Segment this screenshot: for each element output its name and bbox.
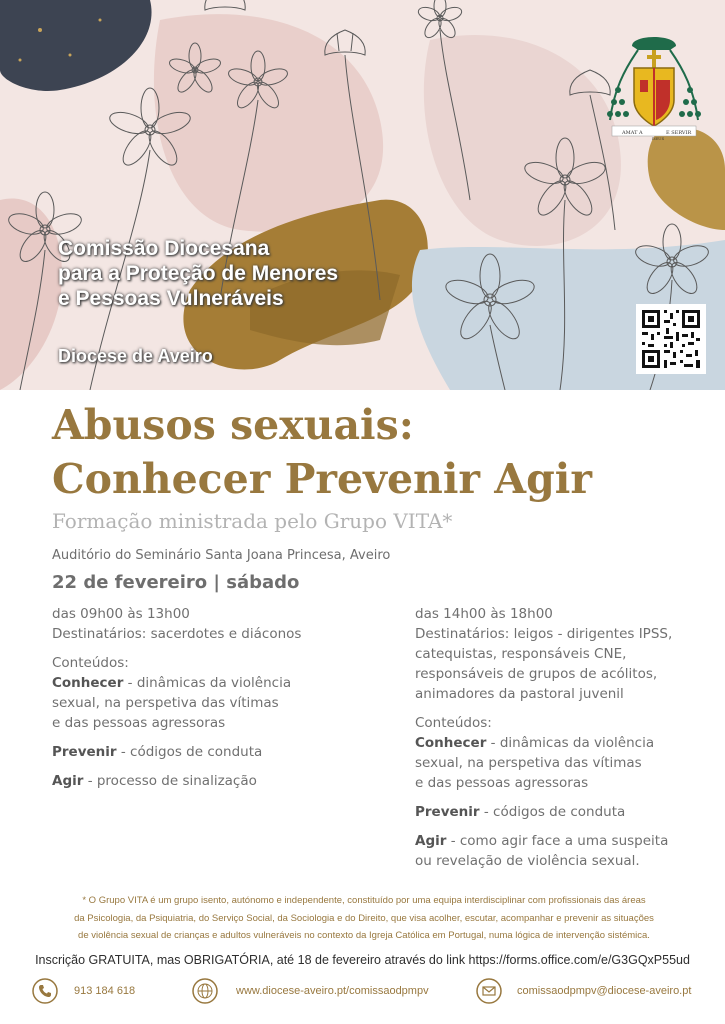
afternoon-agir	[415, 831, 715, 851]
afternoon-audience-3: responsáveis de grupos de acólitos,	[415, 666, 658, 682]
morning-contents-label: Conteúdos:	[52, 655, 129, 671]
contact-footer	[0, 976, 725, 1006]
event-venue: Auditório do Seminário Santa Joana Princesa, Aveiro	[52, 548, 391, 563]
grupo-vita-footnote	[38, 892, 690, 945]
phone-icon	[32, 978, 58, 1004]
agir-label: Agir	[415, 833, 447, 849]
website-link[interactable]: www.diocese-aveiro.pt/comissaodpmpv	[236, 985, 429, 997]
hero-banner	[0, 0, 725, 390]
footnote-line-2: da Psicologia, da Psiquiatria, do Serviço Social, da Sociologia e do Direito, que visa acolher, escutar, acompanhar e prevenir as situações	[74, 912, 654, 924]
conhecer-text: - dinâmicas da violência	[123, 675, 292, 691]
agir-text: - processo de sinalização	[83, 773, 257, 789]
footnote-line-3: de violência sexual de crianças e adultos vulneráveis no contexto da Igreja Católica em Portugal, numa lógica de intervenção sistémica.	[78, 930, 650, 941]
crest-motto-bottom: DEUS	[652, 136, 665, 141]
conhecer-line-2: sexual, na perspetiva das vítimas	[52, 695, 279, 711]
agir-line-2: ou revelação de violência sexual.	[415, 853, 640, 869]
conhecer-text: - dinâmicas da violência	[486, 735, 655, 751]
afternoon-audience-4: animadores da pastoral juvenil	[415, 686, 624, 702]
event-subtitle: Formação ministrada pelo Grupo VITA*	[52, 509, 453, 533]
registration-info[interactable]: Inscrição GRATUITA, mas OBRIGATÓRIA, até 18 de fevereiro através do link https://forms.office.com/e/G3GQxP55ud	[35, 953, 690, 967]
title-line-1: Abusos sexuais:	[52, 401, 414, 449]
afternoon-time: das 14h00 às 18h00	[415, 606, 553, 622]
org-line-1: Comissão Diocesana	[58, 237, 270, 260]
afternoon-conhecer	[415, 733, 715, 753]
morning-conhecer	[52, 673, 372, 693]
morning-session	[52, 604, 372, 800]
prevenir-label: Prevenir	[415, 804, 480, 820]
prevenir-text: - códigos de conduta	[116, 744, 263, 760]
title-line-2: Conhecer Prevenir Agir	[52, 455, 592, 503]
episcopal-coat-of-arms	[604, 30, 704, 142]
afternoon-audience-1: Destinatários: leigos - dirigentes IPSS,	[415, 626, 673, 642]
agir-text: - como agir face a uma suspeita	[446, 833, 669, 849]
footnote-line-1: * O Grupo VITA é um grupo isento, autónomo e independente, constituído por uma equipa interdisciplinar com profissionais das áreas	[82, 895, 646, 906]
morning-time: das 09h00 às 13h00	[52, 606, 190, 622]
morning-prevenir	[52, 742, 372, 762]
afternoon-prevenir	[415, 802, 715, 822]
afternoon-audience-2: catequistas, responsáveis CNE,	[415, 646, 627, 662]
org-line-3: e Pessoas Vulneráveis	[58, 287, 284, 310]
conhecer-label: Conhecer	[52, 675, 124, 691]
event-title	[52, 398, 592, 506]
diocese-name: Diocese de Aveiro	[58, 346, 213, 366]
conhecer-line-3: e das pessoas agressoras	[415, 775, 589, 791]
globe-icon	[192, 978, 218, 1004]
prevenir-label: Prevenir	[52, 744, 117, 760]
qr-code[interactable]	[636, 304, 706, 374]
email-link[interactable]: comissaodpmpv@diocese-aveiro.pt	[517, 985, 692, 997]
organization-name	[58, 236, 338, 311]
morning-agir	[52, 771, 372, 791]
agir-label: Agir	[52, 773, 84, 789]
afternoon-session	[415, 604, 715, 880]
event-date: 22 de fevereiro | sábado	[52, 572, 300, 593]
conhecer-line-3: e das pessoas agressoras	[52, 715, 226, 731]
morning-audience: Destinatários: sacerdotes e diáconos	[52, 626, 302, 642]
crest-motto-left: AMAT A	[622, 130, 643, 136]
conhecer-label: Conhecer	[415, 735, 487, 751]
conhecer-line-2: sexual, na perspetiva das vítimas	[415, 755, 642, 771]
mail-icon	[476, 978, 502, 1004]
crest-motto-right: E SERVIR	[666, 130, 692, 136]
afternoon-contents-label: Conteúdos:	[415, 715, 492, 731]
prevenir-text: - códigos de conduta	[479, 804, 626, 820]
org-line-2: para a Proteção de Menores	[58, 262, 339, 285]
phone-number[interactable]: 913 184 618	[74, 985, 136, 997]
